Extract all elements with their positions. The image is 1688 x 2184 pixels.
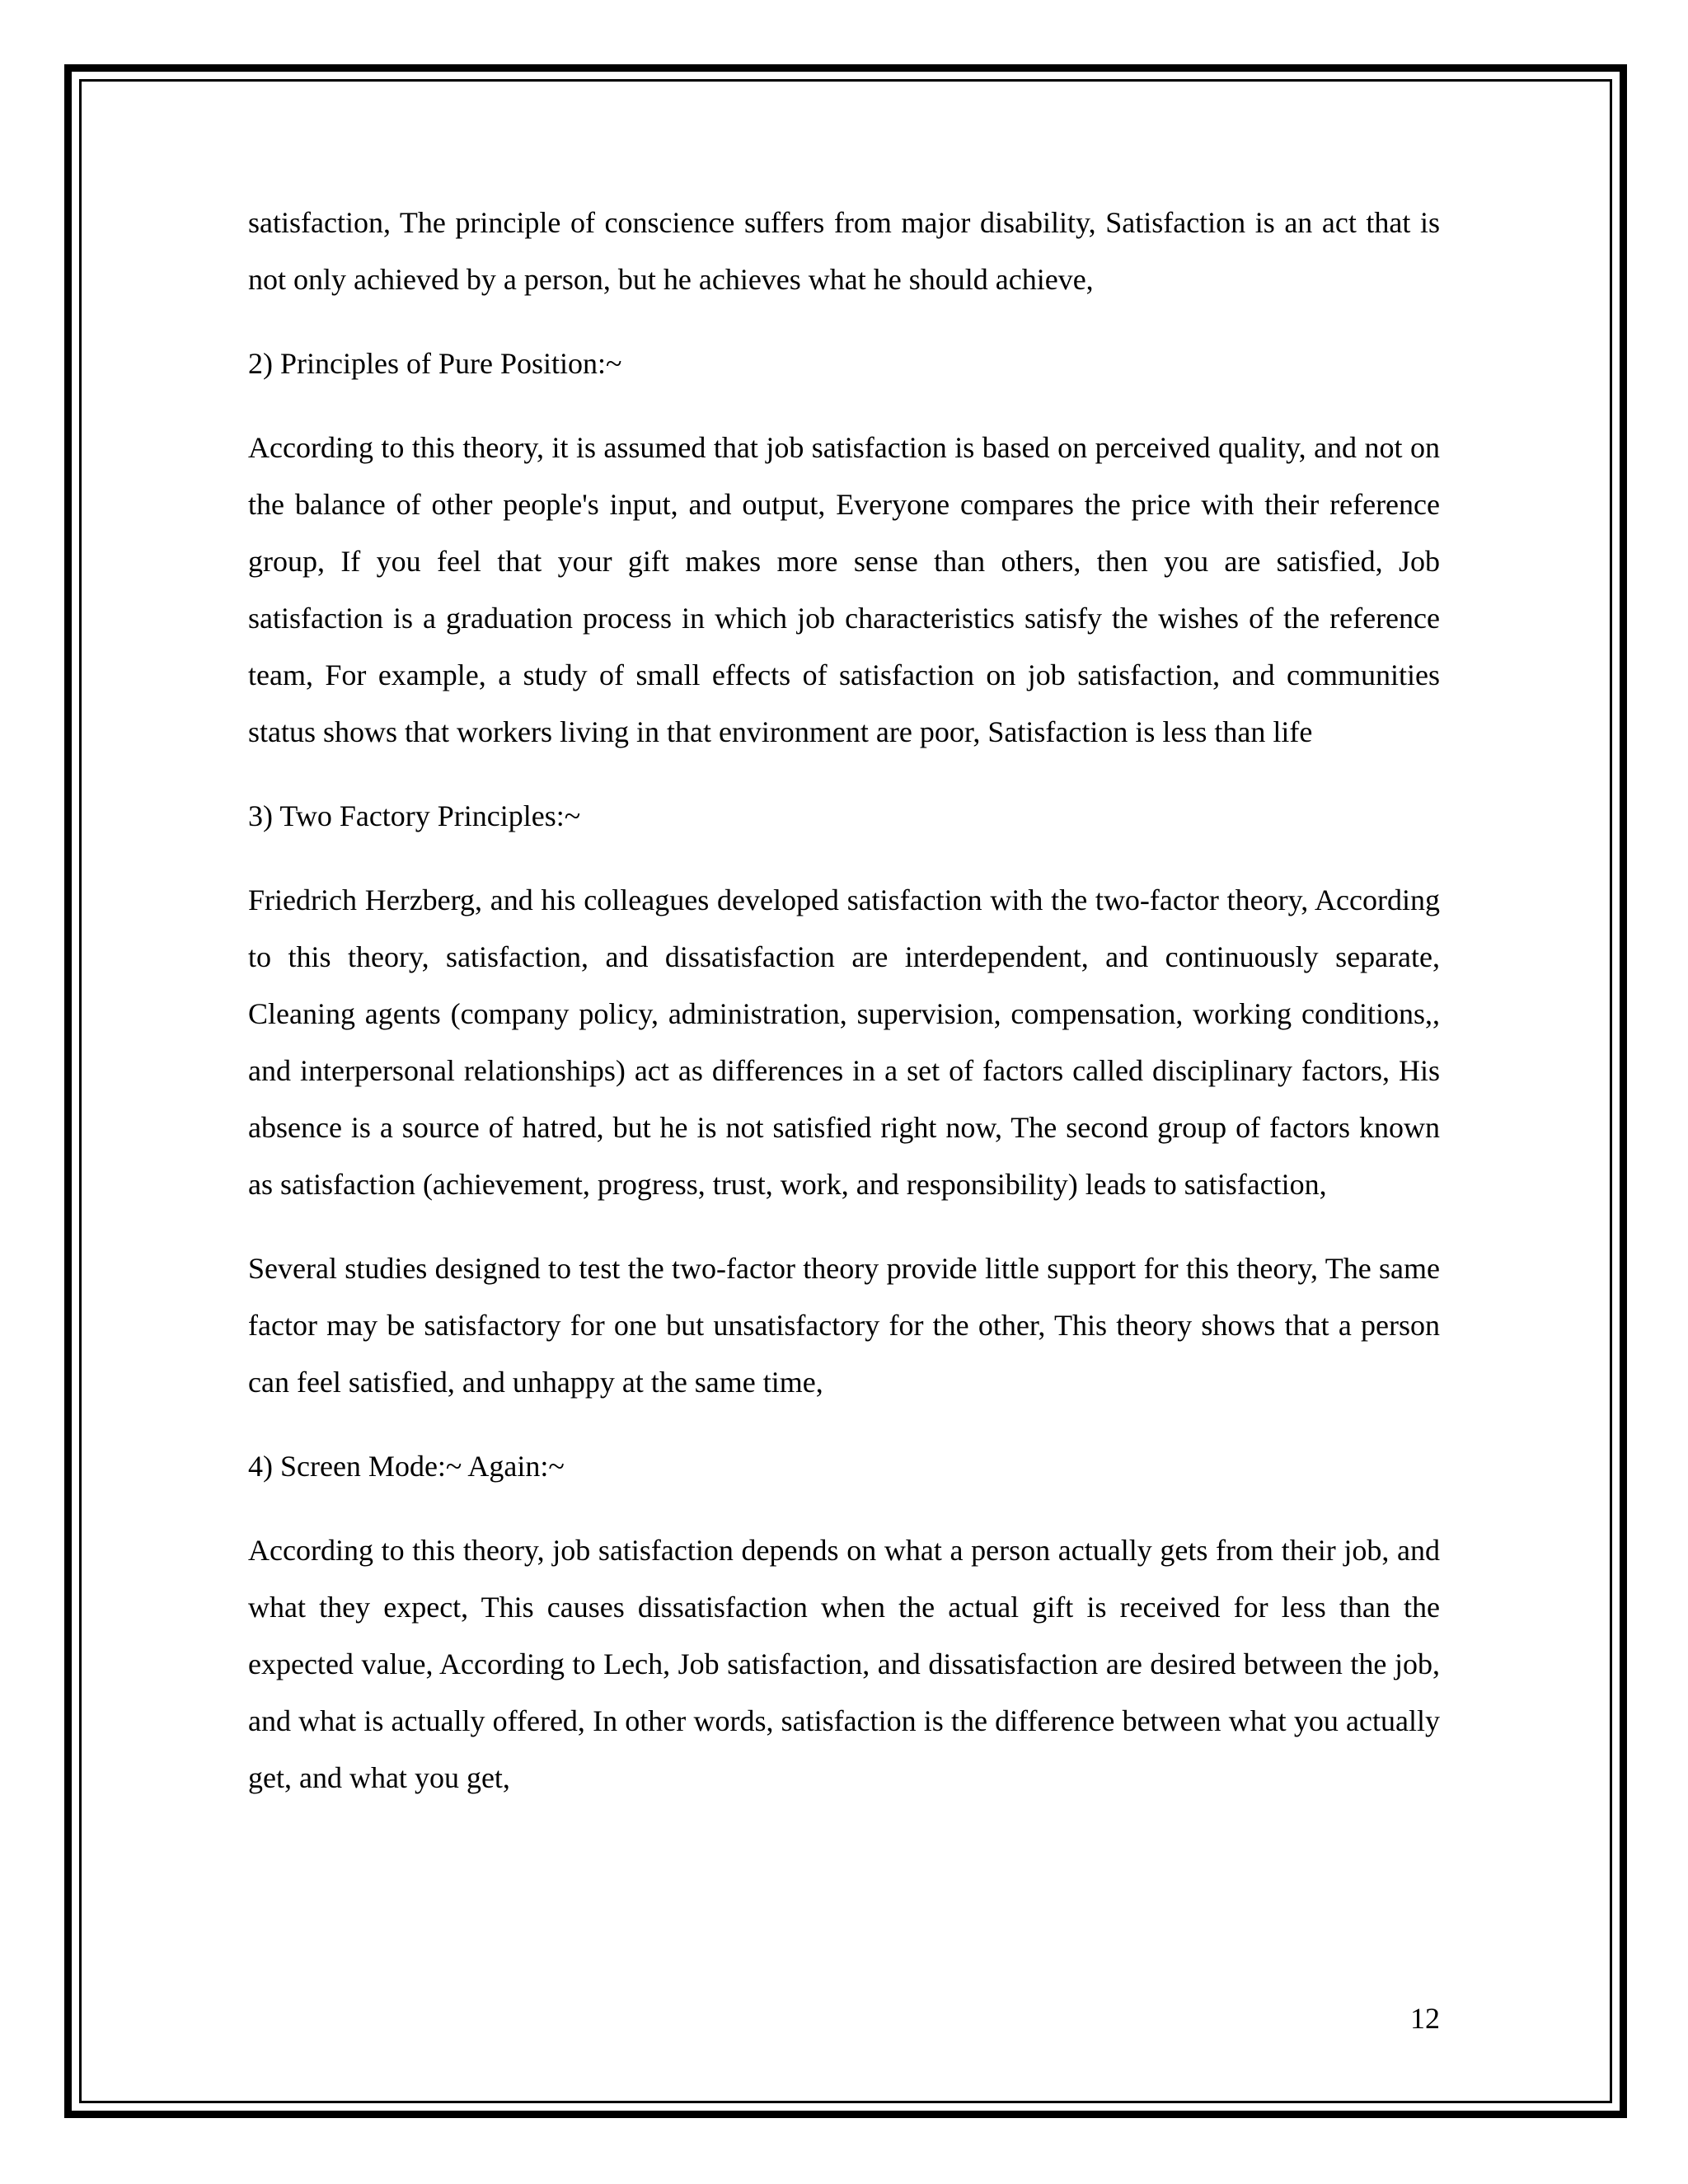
- section-heading: 2) Principles of Pure Position:~: [248, 347, 622, 380]
- paragraph: Several studies designed to test the two-factor theory provide little support for this theory, The same factor may be satisfactory for one but unsatisfactory for the other, This theory shows that a person can feel satisfied, and unhappy at the same time,: [248, 1252, 1440, 1399]
- paragraph: According to this theory, it is assumed that job satisfaction is based on perceived quality, and not on the balance of other people's input, and output, Everyone compares the price with their reference group, If you feel that your gift makes more sense than others, then you are satisfied, Job satisfaction is a graduation process in which job characteristics satisfy the wishes of the reference team, For example, a study of small effects of satisfaction on job satisfaction, and communities status shows that workers living in that environment are poor, Satisfaction is less than life: [248, 431, 1440, 748]
- page-body: [248, 194, 1440, 1807]
- section-heading: 4) Screen Mode:~ Again:~: [248, 1450, 565, 1483]
- section-heading: 3) Two Factory Principles:~: [248, 799, 581, 832]
- page-number: 12: [1410, 2002, 1440, 2035]
- paragraph: satisfaction, The principle of conscience suffers from major disability, Satisfaction is an act that is not only achieved by a person, but he achieves what he should achieve,: [248, 206, 1440, 296]
- paragraph: Friedrich Herzberg, and his colleagues developed satisfaction with the two-factor theory, According to this theory, satisfaction, and dissatisfaction are interdependent, and continuously separate, Cleaning agents (company policy, administration, supervision, compensation, working conditions,, and interpersonal relationships) act as differences in a set of factors called disciplinary factors, His absence is a source of hatred, but he is not satisfied right now, The second group of factors known as satisfaction (achievement, progress, trust, work, and responsibility) leads to satisfaction,: [248, 883, 1440, 1201]
- paragraph: According to this theory, job satisfaction depends on what a person actually gets from their job, and what they expect, This causes dissatisfaction when the actual gift is received for less than the expected value, According to Lech, Job satisfaction, and dissatisfaction are desired between the job, and what is actually offered, In other words, satisfaction is the difference between what you actually get, and what you get,: [248, 1534, 1440, 1794]
